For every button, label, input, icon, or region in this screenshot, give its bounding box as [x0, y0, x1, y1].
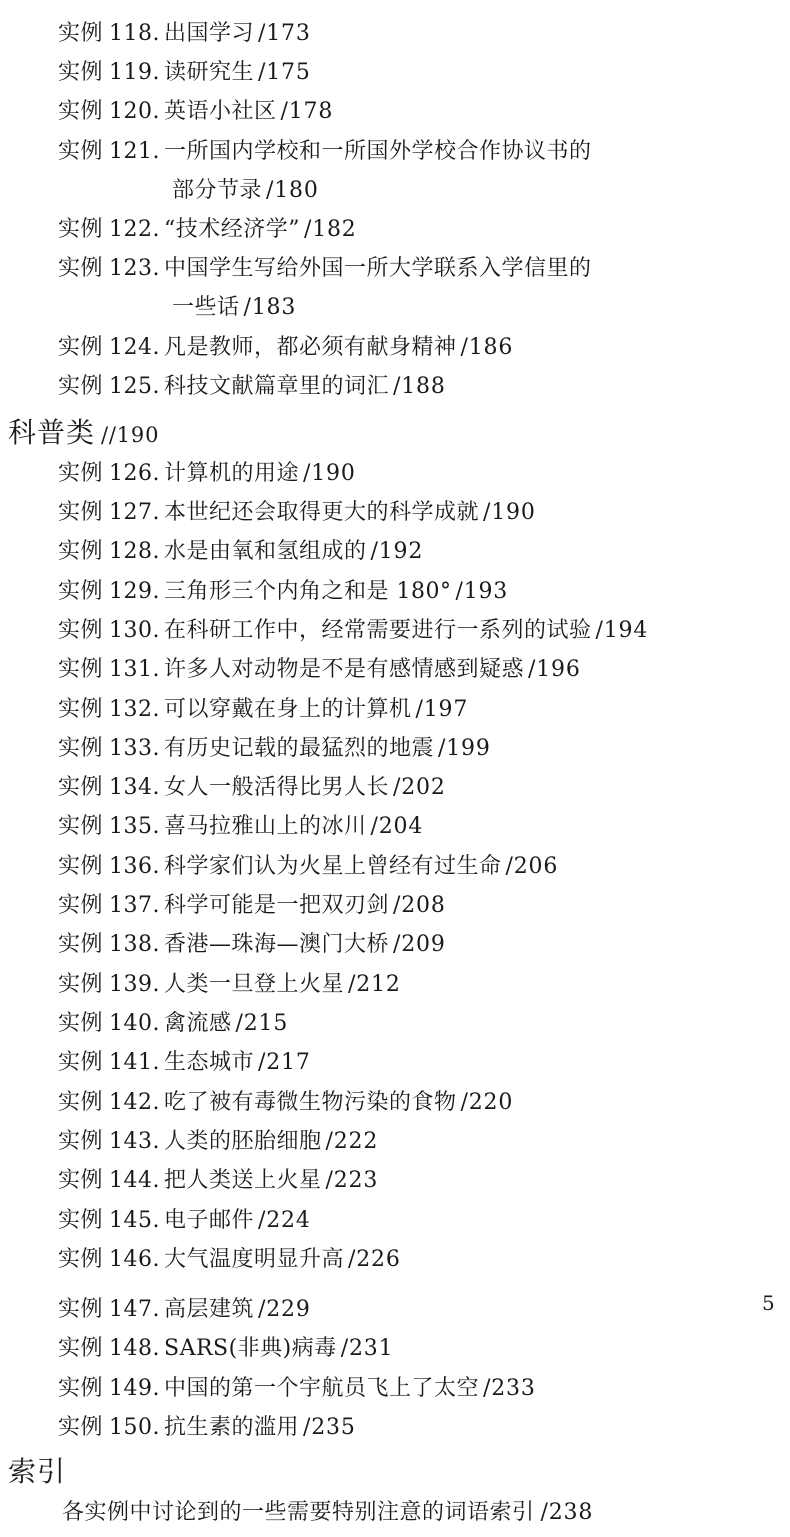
entry-label: 实例 [58, 139, 104, 164]
entry-title-continued: 一些话 [172, 295, 240, 320]
toc-entry-142 [58, 1089, 513, 1117]
entry-number: 134. [109, 775, 160, 800]
entry-title: 三角形三个内角之和是 180° [164, 579, 452, 604]
entry-title: 禽流感 [164, 1011, 232, 1036]
entry-title: 女人一般活得比男人长 [164, 775, 390, 800]
entry-number: 129. [109, 579, 160, 604]
entry-page: /188 [393, 374, 446, 399]
entry-number: 140. [109, 1011, 160, 1036]
entry-page: /196 [528, 657, 581, 682]
toc-entry-141 [58, 1049, 311, 1077]
entry-number: 121. [109, 139, 160, 164]
entry-label: 实例 [58, 736, 104, 761]
toc-entry-140 [58, 1010, 288, 1038]
toc-entry-127 [58, 499, 536, 527]
entry-page: /206 [505, 854, 559, 879]
entry-page: /190 [483, 500, 536, 525]
entry-title: 科学家们认为火星上曾经有过生命 [164, 854, 502, 879]
entry-number: 119. [109, 60, 160, 85]
entry-page: /197 [415, 697, 469, 722]
entry-page: /180 [266, 178, 319, 203]
entry-number: 118. [109, 21, 160, 46]
entry-title: 喜马拉雅山上的冰川 [164, 814, 367, 839]
entry-label: 实例 [58, 1208, 104, 1233]
entry-title: 把人类送上火星 [164, 1168, 322, 1193]
entry-title: 水是由氧和氢组成的 [164, 539, 367, 564]
entry-number: 137. [109, 893, 160, 918]
toc-entry-139 [58, 971, 401, 999]
entry-number: 147. [109, 1297, 160, 1322]
entry-number: 132. [109, 697, 160, 722]
entry-title: 高层建筑 [164, 1297, 255, 1322]
entry-title: 出国学习 [164, 21, 255, 46]
entry-page: /175 [258, 60, 311, 85]
entry-number: 139. [109, 972, 160, 997]
entry-title: 凡是教师，都必须有献身精神 [164, 335, 457, 360]
entry-page: /209 [393, 932, 446, 957]
entry-page: /235 [303, 1415, 356, 1440]
entry-title: 吃了被有毒微生物污染的食物 [164, 1090, 457, 1115]
entry-title: 中国的第一个宇航员飞上了太空 [164, 1376, 480, 1401]
entry-number: 135. [109, 814, 160, 839]
entry-title: 科学可能是一把双刃剑 [164, 893, 390, 918]
entry-number: 142. [109, 1090, 160, 1115]
toc-entry-124 [58, 334, 513, 362]
toc-entry-118 [58, 20, 311, 48]
section-heading-popular-science [8, 416, 159, 452]
entry-label: 实例 [58, 1247, 104, 1272]
entry-label: 实例 [58, 814, 104, 839]
entry-title: 计算机的用途 [164, 461, 300, 486]
entry-label: 实例 [58, 21, 104, 46]
section-page: //190 [101, 423, 160, 447]
toc-entry-134 [58, 774, 446, 802]
index-entry-page: /238 [540, 1500, 594, 1525]
entry-page: /186 [460, 335, 514, 360]
toc-entry-122 [58, 216, 357, 244]
entry-title: 有历史记载的最猛烈的地震 [164, 736, 435, 761]
entry-label: 实例 [58, 893, 104, 918]
entry-label: 实例 [58, 1297, 104, 1322]
entry-page: /215 [235, 1011, 289, 1036]
section-title: 科普类 [8, 416, 96, 449]
entry-title: 大气温度明显升高 [164, 1247, 345, 1272]
entry-number: 143. [109, 1129, 160, 1154]
entry-page: /190 [303, 461, 356, 486]
toc-entry-146 [58, 1246, 401, 1274]
entry-label: 实例 [58, 579, 104, 604]
entry-title: 人类一旦登上火星 [164, 972, 345, 997]
entry-page: /192 [370, 539, 424, 564]
entry-title: SARS(非典)病毒 [164, 1336, 337, 1361]
entry-label: 实例 [58, 217, 104, 242]
entry-number: 136. [109, 854, 160, 879]
entry-label: 实例 [58, 697, 104, 722]
entry-page: /224 [258, 1208, 311, 1233]
entry-page: /204 [370, 814, 424, 839]
entry-number: 124. [109, 335, 160, 360]
toc-entry-148 [58, 1335, 393, 1363]
toc-entry-149 [58, 1375, 536, 1403]
section-title: 索引 [8, 1455, 67, 1488]
entry-label: 实例 [58, 1168, 104, 1193]
entry-label: 实例 [58, 1011, 104, 1036]
entry-page: /220 [460, 1090, 514, 1115]
entry-number: 130. [109, 618, 160, 643]
entry-label: 实例 [58, 500, 104, 525]
entry-page: /194 [595, 618, 649, 643]
entry-title: 抗生素的滥用 [164, 1415, 300, 1440]
entry-page: /173 [258, 21, 311, 46]
entry-title: 香港—珠海—澳门大桥 [164, 932, 390, 957]
entry-number: 126. [109, 461, 160, 486]
entry-label: 实例 [58, 1336, 104, 1361]
entry-page: /208 [393, 893, 446, 918]
toc-entry-129 [58, 578, 508, 606]
toc-entry-133 [58, 735, 491, 763]
entry-number: 128. [109, 539, 160, 564]
entry-number: 123. [109, 256, 160, 281]
toc-entry-120 [58, 98, 333, 126]
entry-label: 实例 [58, 854, 104, 879]
toc-entry-130 [58, 617, 648, 645]
entry-title: 在科研工作中，经常需要进行一系列的试验 [164, 618, 592, 643]
entry-number: 127. [109, 500, 160, 525]
entry-title: 科技文献篇章里的词汇 [164, 374, 390, 399]
entry-page: /223 [325, 1168, 379, 1193]
entry-page: /193 [455, 579, 509, 604]
entry-page: /212 [348, 972, 401, 997]
toc-entry-137 [58, 892, 446, 920]
entry-number: 138. [109, 932, 160, 957]
toc-entry-136 [58, 853, 558, 881]
entry-title: 可以穿戴在身上的计算机 [164, 697, 412, 722]
toc-entry-123 [58, 255, 592, 322]
entry-page: /217 [258, 1050, 311, 1075]
toc-entry-143 [58, 1128, 378, 1156]
toc-entry-121 [58, 138, 592, 205]
entry-page: /183 [243, 295, 297, 320]
entry-title: 英语小社区 [164, 99, 277, 124]
toc-entry-131 [58, 656, 581, 684]
entry-label: 实例 [58, 1415, 104, 1440]
entry-title: 生态城市 [164, 1050, 255, 1075]
entry-page: /222 [325, 1129, 379, 1154]
toc-entry-132 [58, 696, 468, 724]
entry-page: /229 [258, 1297, 311, 1322]
toc-entry-125 [58, 373, 446, 401]
entry-number: 144. [109, 1168, 160, 1193]
entry-title: 一所国内学校和一所国外学校合作协议书的 [164, 139, 592, 164]
entry-label: 实例 [58, 657, 104, 682]
entry-page: /182 [304, 217, 357, 242]
entry-continuation [58, 177, 592, 205]
entry-label: 实例 [58, 1376, 104, 1401]
entry-label: 实例 [58, 1129, 104, 1154]
entry-label: 实例 [58, 60, 104, 85]
toc-entry-135 [58, 813, 423, 841]
entry-label: 实例 [58, 374, 104, 399]
index-entry [62, 1499, 593, 1527]
entry-title: 本世纪还会取得更大的科学成就 [164, 500, 480, 525]
entry-label: 实例 [58, 1090, 104, 1115]
section-heading-index [8, 1455, 66, 1489]
entry-number: 148. [109, 1336, 160, 1361]
entry-continuation [58, 294, 592, 322]
entry-number: 120. [109, 99, 160, 124]
entry-title: 许多人对动物是不是有感情感到疑惑 [164, 657, 525, 682]
entry-title: 中国学生写给外国一所大学联系入学信里的 [164, 256, 592, 281]
entry-number: 131. [109, 657, 160, 682]
index-entry-title: 各实例中讨论到的一些需要特别注意的词语索引 [62, 1500, 535, 1525]
entry-label: 实例 [58, 1050, 104, 1075]
toc-entry-126 [58, 460, 356, 488]
entry-page: /202 [393, 775, 446, 800]
entry-number: 149. [109, 1376, 160, 1401]
entry-label: 实例 [58, 99, 104, 124]
toc-entry-150 [58, 1414, 356, 1442]
entry-label: 实例 [58, 539, 104, 564]
entry-label: 实例 [58, 256, 104, 281]
entry-page: /199 [438, 736, 491, 761]
toc-entry-147 [58, 1296, 311, 1324]
entry-page: /231 [340, 1336, 394, 1361]
entry-title: “技术经济学” [164, 217, 300, 242]
toc-entry-128 [58, 538, 423, 566]
entry-page: /226 [348, 1247, 401, 1272]
entry-number: 145. [109, 1208, 160, 1233]
entry-number: 146. [109, 1247, 160, 1272]
entry-label: 实例 [58, 932, 104, 957]
entry-number: 122. [109, 217, 160, 242]
entry-label: 实例 [58, 461, 104, 486]
entry-number: 133. [109, 736, 160, 761]
entry-title: 人类的胚胎细胞 [164, 1129, 322, 1154]
entry-page: /233 [483, 1376, 536, 1401]
entry-title: 读研究生 [164, 60, 255, 85]
toc-entry-144 [58, 1167, 378, 1195]
entry-number: 150. [109, 1415, 160, 1440]
toc-entry-138 [58, 931, 446, 959]
page-number: 5 [762, 1291, 775, 1315]
entry-title-continued: 部分节录 [172, 178, 263, 203]
entry-title: 电子邮件 [164, 1208, 255, 1233]
entry-label: 实例 [58, 972, 104, 997]
entry-label: 实例 [58, 775, 104, 800]
entry-page: /178 [280, 99, 334, 124]
entry-label: 实例 [58, 335, 104, 360]
toc-entry-145 [58, 1207, 311, 1235]
toc-entry-119 [58, 59, 311, 87]
entry-label: 实例 [58, 618, 104, 643]
entry-number: 125. [109, 374, 160, 399]
entry-number: 141. [109, 1050, 160, 1075]
